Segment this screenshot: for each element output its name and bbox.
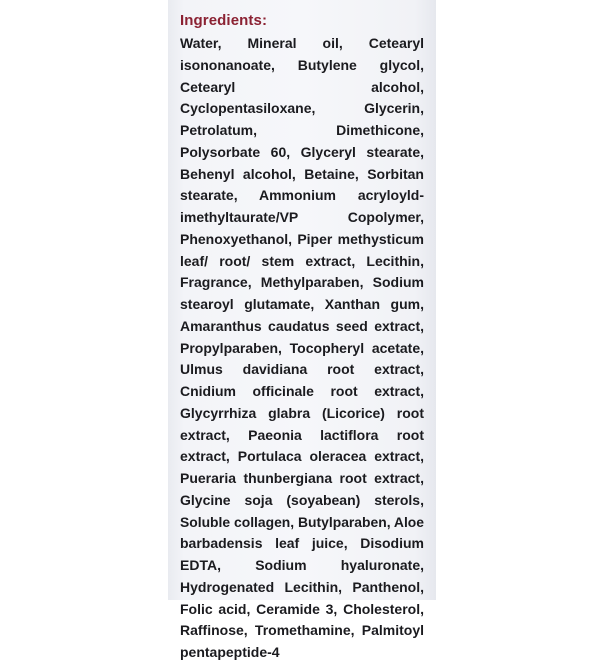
ingredients-list (180, 33, 424, 664)
ingredient-line: Cetearyl alcohol, (180, 78, 424, 95)
ingredient-line: pentapeptide-4 (180, 644, 280, 660)
ingredient-line: Petrolatum, Dimethicone, (180, 122, 424, 138)
ingredient-line: Water, Mineral oil, Cetearyl (180, 35, 424, 51)
ingredient-line: imethyltaurate/VP Copolymer, (180, 209, 424, 225)
ingredients-heading: Ingredients: (180, 12, 268, 29)
ingredient-line: Folic acid, Ceramide 3, Cholesterol, (180, 600, 424, 617)
ingredient-line: extract, Portulaca oleracea extract, (180, 448, 424, 465)
ingredient-line: EDTA, Sodium hyaluronate, (180, 557, 424, 573)
ingredient-line: Ulmus davidiana root extract, (180, 361, 424, 378)
ingredient-line: Cyclopentasiloxane, Glycerin, (180, 100, 424, 117)
ingredient-line: Glycyrrhiza glabra (Licorice) root (180, 404, 424, 421)
ingredient-line: Cnidium officinale root extract, (180, 383, 424, 399)
ingredient-line: stearate, Ammonium acryloyld- (180, 187, 424, 204)
ingredient-line: stearoyl glutamate, Xanthan gum, (180, 296, 424, 312)
ingredient-line: extract, Paeonia lactiflora root (180, 426, 424, 443)
ingredient-line: Fragrance, Methylparaben, Sodium (180, 274, 424, 291)
ingredient-line: barbadensis leaf juice, Disodium (180, 535, 424, 552)
ingredient-line: Propylparaben, Tocopheryl acetate, (180, 339, 424, 356)
ingredient-line: Soluble collagen, Butylparaben, Aloe (180, 513, 424, 530)
ingredient-line: Hydrogenated Lecithin, Panthenol, (180, 578, 424, 595)
ingredient-line: Raffinose, Tromethamine, Palmitoyl (180, 622, 424, 639)
ingredient-line: isononanoate, Butylene glycol, (180, 56, 424, 73)
ingredient-line: Behenyl alcohol, Betaine, Sorbitan (180, 165, 424, 182)
ingredient-line: Glycine soja (soyabean) sterols, (180, 491, 424, 508)
ingredient-line: Phenoxyethanol, Piper methysticum (180, 230, 424, 247)
ingredient-line: Pueraria thunbergiana root extract, (180, 470, 424, 486)
ingredient-line: leaf/ root/ stem extract, Lecithin, (180, 252, 424, 269)
ingredient-line: Polysorbate 60, Glyceryl stearate, (180, 143, 424, 160)
ingredient-line: Amaranthus caudatus seed extract, (180, 317, 424, 334)
